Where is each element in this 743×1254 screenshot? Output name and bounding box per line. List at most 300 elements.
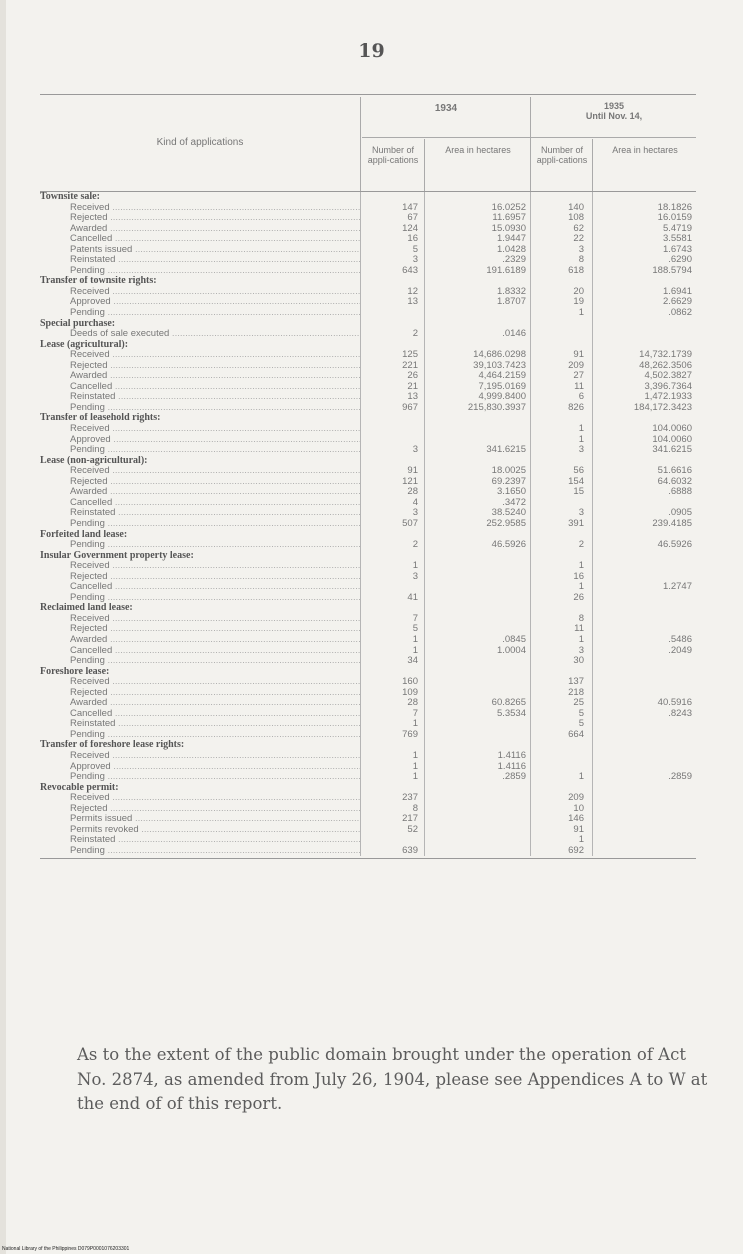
cell-area-1935: 104.0060 <box>652 423 692 435</box>
row-label: Cancelled ..... <box>70 498 360 509</box>
header-year-1935-line2: Until Nov. 14, <box>585 111 643 121</box>
cell-area-1935: 5.4719 <box>662 222 692 234</box>
row-label: Pending ..... <box>70 519 360 530</box>
cell-area-1934: .2329 <box>502 254 526 266</box>
section-label: Lease (agricultural): <box>40 339 129 350</box>
cell-area-1934: 4,999.8400 <box>478 391 526 403</box>
cell-area-1935: 104.0060 <box>652 433 692 445</box>
row-label: Rejected ..... <box>70 361 360 372</box>
table-row <box>40 403 696 414</box>
row-label: Awarded ..... <box>70 698 360 709</box>
cell-number-1935: 1 <box>578 581 584 593</box>
cell-number-1935: 3 <box>578 507 584 519</box>
cell-area-1935: 1.2747 <box>662 581 692 593</box>
cell-area-1934: 215,830.3937 <box>467 401 526 413</box>
cell-number-1934: 237 <box>402 792 418 804</box>
table-row <box>40 382 696 393</box>
table-row <box>40 677 696 688</box>
row-label: Reinstated ..... <box>70 392 360 403</box>
cell-area-1934: 7,195.0169 <box>478 380 526 392</box>
row-label: Approved ..... <box>70 435 360 446</box>
table-row <box>40 582 696 593</box>
cell-area-1934: 252.9585 <box>486 517 526 529</box>
header-divider <box>592 139 593 191</box>
cell-area-1935: .0905 <box>668 507 692 519</box>
cell-number-1935: 209 <box>568 792 584 804</box>
row-label: Awarded ..... <box>70 371 360 382</box>
cell-number-1935: 8 <box>578 254 584 266</box>
row-label: Reinstated ..... <box>70 719 360 730</box>
table-row <box>40 435 696 446</box>
table-row <box>40 698 696 709</box>
cell-number-1935: 391 <box>568 517 584 529</box>
table-body <box>40 192 696 856</box>
cell-area-1935: 16.0159 <box>657 212 692 224</box>
cell-number-1935: 91 <box>573 349 584 361</box>
cell-area-1934: 1.4116 <box>497 749 526 761</box>
cell-number-1934: 1 <box>412 633 418 645</box>
cell-area-1934: 1.9447 <box>496 233 526 245</box>
section-row <box>40 340 696 351</box>
table-row <box>40 266 696 277</box>
table-row <box>40 814 696 825</box>
row-label: Awarded ..... <box>70 487 360 498</box>
cell-number-1935: 137 <box>568 676 584 688</box>
section-label: Special purchase: <box>40 318 116 329</box>
cell-area-1934: 191.6189 <box>486 264 526 276</box>
cell-area-1934: 1.4116 <box>497 760 526 772</box>
section-label: Transfer of townsite rights: <box>40 276 157 287</box>
row-label: Reinstated ..... <box>70 508 360 519</box>
header-year-1935-line1: 1935 <box>603 101 625 111</box>
section-row <box>40 456 696 467</box>
header-sub-rule <box>362 137 696 138</box>
cell-area-1934: 11.6957 <box>492 212 526 224</box>
cell-area-1934: .2859 <box>502 771 526 783</box>
table-row <box>40 751 696 762</box>
cell-area-1935: .2049 <box>668 644 692 656</box>
cell-number-1935: 20 <box>573 285 584 297</box>
table-row <box>40 297 696 308</box>
row-label: Pending ..... <box>70 730 360 741</box>
table-row <box>40 614 696 625</box>
cell-area-1935: 3.5581 <box>662 233 692 245</box>
section-row <box>40 530 696 541</box>
row-label: Awarded ..... <box>70 224 360 235</box>
cell-number-1934: 13 <box>407 391 418 403</box>
row-label: Rejected ..... <box>70 688 360 699</box>
cell-number-1934: 67 <box>407 212 418 224</box>
cell-number-1934: 1 <box>412 644 418 656</box>
cell-number-1934: 1 <box>412 749 418 761</box>
section-row <box>40 413 696 424</box>
cell-number-1934: 8 <box>412 802 418 814</box>
cell-number-1935: 1 <box>578 633 584 645</box>
row-label: Cancelled ..... <box>70 234 360 245</box>
table-row <box>40 561 696 572</box>
cell-number-1934: 26 <box>407 370 418 382</box>
cell-number-1935: 108 <box>568 212 584 224</box>
cell-area-1934: 69.2397 <box>491 475 526 487</box>
table-row <box>40 519 696 530</box>
row-label: Pending ..... <box>70 772 360 783</box>
cell-number-1934: 1 <box>412 771 418 783</box>
cell-area-1935: 64.6032 <box>657 475 692 487</box>
row-label: Deeds of sale executed ..... <box>70 329 360 340</box>
cell-number-1934: 28 <box>407 486 418 498</box>
row-label: Received ..... <box>70 751 360 762</box>
table-row <box>40 466 696 477</box>
table-row <box>40 793 696 804</box>
header-kind-of-applications: Kind of applications <box>156 137 244 148</box>
cell-number-1934: 5 <box>412 243 418 255</box>
cell-number-1934: 967 <box>402 401 418 413</box>
cell-number-1935: 3 <box>578 444 584 456</box>
section-row <box>40 667 696 678</box>
table-row <box>40 350 696 361</box>
section-row <box>40 192 696 203</box>
cell-number-1934: 41 <box>407 591 418 603</box>
cell-number-1934: 124 <box>402 222 418 234</box>
cell-area-1935: 188.5794 <box>652 264 692 276</box>
row-label: Cancelled ..... <box>70 382 360 393</box>
table-row <box>40 361 696 372</box>
row-label: Received ..... <box>70 561 360 572</box>
cell-area-1935: 14,732.1739 <box>639 349 692 361</box>
row-label: Pending ..... <box>70 593 360 604</box>
row-label: Received ..... <box>70 350 360 361</box>
table-row <box>40 846 696 857</box>
cell-area-1935: 48,262.3506 <box>639 359 692 371</box>
cell-area-1935: 239.4185 <box>652 517 692 529</box>
cell-number-1934: 91 <box>407 465 418 477</box>
row-label: Reinstated ..... <box>70 835 360 846</box>
table-row <box>40 424 696 435</box>
cell-number-1935: 30 <box>573 655 584 667</box>
row-label: Received ..... <box>70 203 360 214</box>
header-divider <box>424 139 425 191</box>
cell-number-1934: 221 <box>402 359 418 371</box>
cell-number-1935: 826 <box>568 401 584 413</box>
section-label: Reclaimed land lease: <box>40 603 133 614</box>
cell-number-1935: 26 <box>573 591 584 603</box>
cell-number-1934: 4 <box>412 496 418 508</box>
cell-area-1935: .6888 <box>668 486 692 498</box>
cell-area-1934: 5.3534 <box>496 707 526 719</box>
header-divider <box>360 97 361 191</box>
applications-table <box>40 94 696 859</box>
cell-number-1934: 34 <box>407 655 418 667</box>
row-label: Received ..... <box>70 793 360 804</box>
cell-number-1934: 147 <box>402 201 418 213</box>
cell-number-1935: 2 <box>578 539 584 551</box>
cell-area-1934: 1.8707 <box>496 296 526 308</box>
cell-number-1934: 16 <box>407 233 418 245</box>
table-row <box>40 835 696 846</box>
row-label: Received ..... <box>70 466 360 477</box>
section-row <box>40 783 696 794</box>
row-label: Received ..... <box>70 677 360 688</box>
cell-number-1935: 218 <box>568 686 584 698</box>
footer-paragraph: As to the extent of the public domain brought under the operation of Act No. 2874, as amended from July 26, 1904, please see Appendices A to W at the end of of this report. <box>77 1045 708 1113</box>
cell-number-1935: 209 <box>568 359 584 371</box>
cell-area-1935: 184,172.3423 <box>633 401 692 413</box>
cell-number-1934: 643 <box>402 264 418 276</box>
cell-number-1935: 1 <box>578 423 584 435</box>
cell-number-1934: 1 <box>412 760 418 772</box>
section-label: Townsite sale: <box>40 192 100 202</box>
table-row <box>40 308 696 319</box>
cell-number-1935: 56 <box>573 465 584 477</box>
row-label: Pending ..... <box>70 266 360 277</box>
cell-number-1934: 639 <box>402 844 418 856</box>
table-row <box>40 224 696 235</box>
table-row <box>40 656 696 667</box>
row-label: Received ..... <box>70 614 360 625</box>
row-label: Rejected ..... <box>70 804 360 815</box>
row-label: Cancelled ..... <box>70 582 360 593</box>
row-label: Pending ..... <box>70 540 360 551</box>
cell-number-1934: 21 <box>407 380 418 392</box>
table-row <box>40 498 696 509</box>
cell-area-1934: 1.0428 <box>496 243 526 255</box>
table-row <box>40 825 696 836</box>
cell-number-1935: 3 <box>578 644 584 656</box>
row-label: Permits revoked ..... <box>70 825 360 836</box>
cell-number-1935: 10 <box>573 802 584 814</box>
cell-area-1934: .3472 <box>502 496 526 508</box>
section-row <box>40 319 696 330</box>
cell-area-1935: 3,396.7364 <box>644 380 692 392</box>
header-number-1935: Number of appli-cations <box>536 145 588 165</box>
table-row <box>40 624 696 635</box>
cell-number-1934: 217 <box>402 813 418 825</box>
cell-number-1935: 154 <box>568 475 584 487</box>
table-row <box>40 540 696 551</box>
cell-number-1935: 1 <box>578 560 584 572</box>
cell-number-1934: 160 <box>402 676 418 688</box>
table-bottom-rule <box>40 858 696 859</box>
table-row <box>40 445 696 456</box>
cell-area-1935: 1.6941 <box>662 285 692 297</box>
cell-area-1935: 18.1826 <box>657 201 692 213</box>
cell-area-1935: .2859 <box>668 771 692 783</box>
section-row <box>40 740 696 751</box>
cell-area-1935: 4,502.3827 <box>644 370 692 382</box>
table-row <box>40 804 696 815</box>
table-row <box>40 719 696 730</box>
cell-number-1935: 1 <box>578 834 584 846</box>
cell-number-1934: 3 <box>412 254 418 266</box>
cell-number-1934: 507 <box>402 517 418 529</box>
section-label: Revocable permit: <box>40 782 119 793</box>
table-row <box>40 255 696 266</box>
header-year-1934: 1934 <box>434 103 458 114</box>
row-label: Awarded ..... <box>70 635 360 646</box>
table-row <box>40 477 696 488</box>
cell-area-1934: 15.0930 <box>491 222 526 234</box>
header-divider <box>530 97 531 191</box>
cell-number-1935: 5 <box>578 718 584 730</box>
page-number: 19 <box>358 40 385 62</box>
cell-area-1934: 38.5240 <box>491 507 526 519</box>
header-area-1935: Area in hectares <box>612 145 678 155</box>
table-row <box>40 487 696 498</box>
cell-area-1935: .5486 <box>668 633 692 645</box>
cell-area-1935: .0862 <box>668 307 692 319</box>
table-row <box>40 371 696 382</box>
cell-number-1935: 27 <box>573 370 584 382</box>
cell-number-1935: 62 <box>573 222 584 234</box>
cell-area-1935: 1,472.1933 <box>644 391 692 403</box>
cell-number-1934: 3 <box>412 507 418 519</box>
header-area-1934: Area in hectares <box>445 145 511 155</box>
table-row <box>40 646 696 657</box>
cell-number-1935: 618 <box>568 264 584 276</box>
cell-area-1934: 341.6215 <box>486 444 526 456</box>
cell-area-1935: 46.5926 <box>657 539 692 551</box>
cell-number-1934: 52 <box>407 823 418 835</box>
table-row <box>40 709 696 720</box>
table-row <box>40 593 696 604</box>
cell-number-1935: 11 <box>574 380 584 392</box>
cell-area-1934: 14,686.0298 <box>473 349 526 361</box>
cell-area-1934: 1.0004 <box>496 644 526 656</box>
table-row <box>40 688 696 699</box>
cell-number-1935: 6 <box>578 391 584 403</box>
cell-area-1934: 39,103.7423 <box>473 359 526 371</box>
header-year-1935 <box>532 101 696 121</box>
row-label: Pending ..... <box>70 656 360 667</box>
table-row <box>40 213 696 224</box>
cell-number-1935: 5 <box>578 707 584 719</box>
header-number-1934: Number of appli-cations <box>367 145 419 165</box>
table-row <box>40 508 696 519</box>
row-label: Pending ..... <box>70 308 360 319</box>
section-row <box>40 603 696 614</box>
row-label: Approved ..... <box>70 297 360 308</box>
cell-number-1935: 19 <box>573 296 584 308</box>
table-row <box>40 287 696 298</box>
cell-number-1935: 692 <box>568 844 584 856</box>
cell-number-1935: 3 <box>578 243 584 255</box>
cell-area-1934: 3.1650 <box>496 486 526 498</box>
page-edge <box>0 0 6 1254</box>
row-label: Pending ..... <box>70 403 360 414</box>
cell-area-1935: .6290 <box>668 254 692 266</box>
cell-number-1934: 13 <box>407 296 418 308</box>
section-row <box>40 276 696 287</box>
row-label: Rejected ..... <box>70 572 360 583</box>
cell-number-1934: 769 <box>402 728 418 740</box>
cell-area-1934: 1.8332 <box>496 285 526 297</box>
cell-number-1934: 12 <box>407 285 418 297</box>
row-label: Received ..... <box>70 287 360 298</box>
table-row <box>40 245 696 256</box>
row-label: Pending ..... <box>70 445 360 456</box>
cell-number-1935: 91 <box>573 823 584 835</box>
section-label: Transfer of foreshore lease rights: <box>40 740 185 751</box>
cell-number-1935: 1 <box>578 771 584 783</box>
cell-area-1935: .8243 <box>668 707 692 719</box>
cell-number-1934: 28 <box>407 697 418 709</box>
row-label: Rejected ..... <box>70 213 360 224</box>
table-row <box>40 203 696 214</box>
cell-number-1934: 5 <box>412 623 418 635</box>
row-label: Rejected ..... <box>70 624 360 635</box>
table-row <box>40 730 696 741</box>
cell-number-1934: 1 <box>412 560 418 572</box>
cell-number-1934: 3 <box>412 570 418 582</box>
row-label: Received ..... <box>70 424 360 435</box>
cell-number-1934: 2 <box>412 328 418 340</box>
table-row <box>40 234 696 245</box>
section-label: Lease (non-agricultural): <box>40 455 148 466</box>
cell-number-1935: 11 <box>574 623 584 635</box>
cell-area-1935: 40.5916 <box>657 697 692 709</box>
cell-area-1934: .0146 <box>502 328 526 340</box>
table-row <box>40 762 696 773</box>
section-label: Transfer of leasehold rights: <box>40 413 161 424</box>
cell-number-1934: 3 <box>412 444 418 456</box>
cell-area-1935: 2.6629 <box>662 296 692 308</box>
cell-number-1935: 146 <box>568 813 584 825</box>
cell-number-1934: 7 <box>412 612 418 624</box>
section-label: Insular Government property lease: <box>40 550 194 561</box>
row-label: Approved ..... <box>70 762 360 773</box>
cell-area-1934: .0845 <box>502 633 526 645</box>
cell-number-1934: 7 <box>412 707 418 719</box>
table-header <box>40 95 696 191</box>
cell-area-1935: 1.6743 <box>662 243 692 255</box>
table-row <box>40 772 696 783</box>
cell-number-1935: 1 <box>578 433 584 445</box>
row-label: Reinstated ..... <box>70 255 360 266</box>
cell-area-1934: 60.8265 <box>491 697 526 709</box>
library-caption: National Library of the Philippines D079P0001076203301 <box>2 1246 130 1252</box>
row-label: Cancelled ..... <box>70 646 360 657</box>
table-row <box>40 635 696 646</box>
cell-area-1934: 18.0025 <box>491 465 526 477</box>
table-row <box>40 329 696 340</box>
row-label: Permits issued ..... <box>70 814 360 825</box>
table-row <box>40 392 696 403</box>
cell-number-1934: 1 <box>412 718 418 730</box>
cell-number-1935: 8 <box>578 612 584 624</box>
row-label: Rejected ..... <box>70 477 360 488</box>
cell-number-1934: 109 <box>402 686 418 698</box>
cell-area-1935: 51.6616 <box>657 465 692 477</box>
cell-number-1935: 1 <box>578 307 584 319</box>
cell-number-1935: 25 <box>573 697 584 709</box>
row-label: Cancelled ..... <box>70 709 360 720</box>
cell-number-1935: 15 <box>573 486 584 498</box>
row-label: Pending ..... <box>70 846 360 857</box>
cell-area-1934: 46.5926 <box>491 539 526 551</box>
cell-number-1934: 2 <box>412 539 418 551</box>
cell-number-1934: 121 <box>402 475 418 487</box>
cell-area-1934: 4,464.2159 <box>478 370 526 382</box>
section-label: Forfeited land lease: <box>40 529 128 540</box>
cell-number-1934: 125 <box>402 349 418 361</box>
cell-area-1934: 16.0252 <box>491 201 526 213</box>
cell-number-1935: 16 <box>573 570 584 582</box>
row-label: Patents issued ..... <box>70 245 360 256</box>
cell-number-1935: 140 <box>568 201 584 213</box>
cell-number-1935: 22 <box>573 233 584 245</box>
table-row <box>40 572 696 583</box>
section-label: Foreshore lease: <box>40 666 110 677</box>
